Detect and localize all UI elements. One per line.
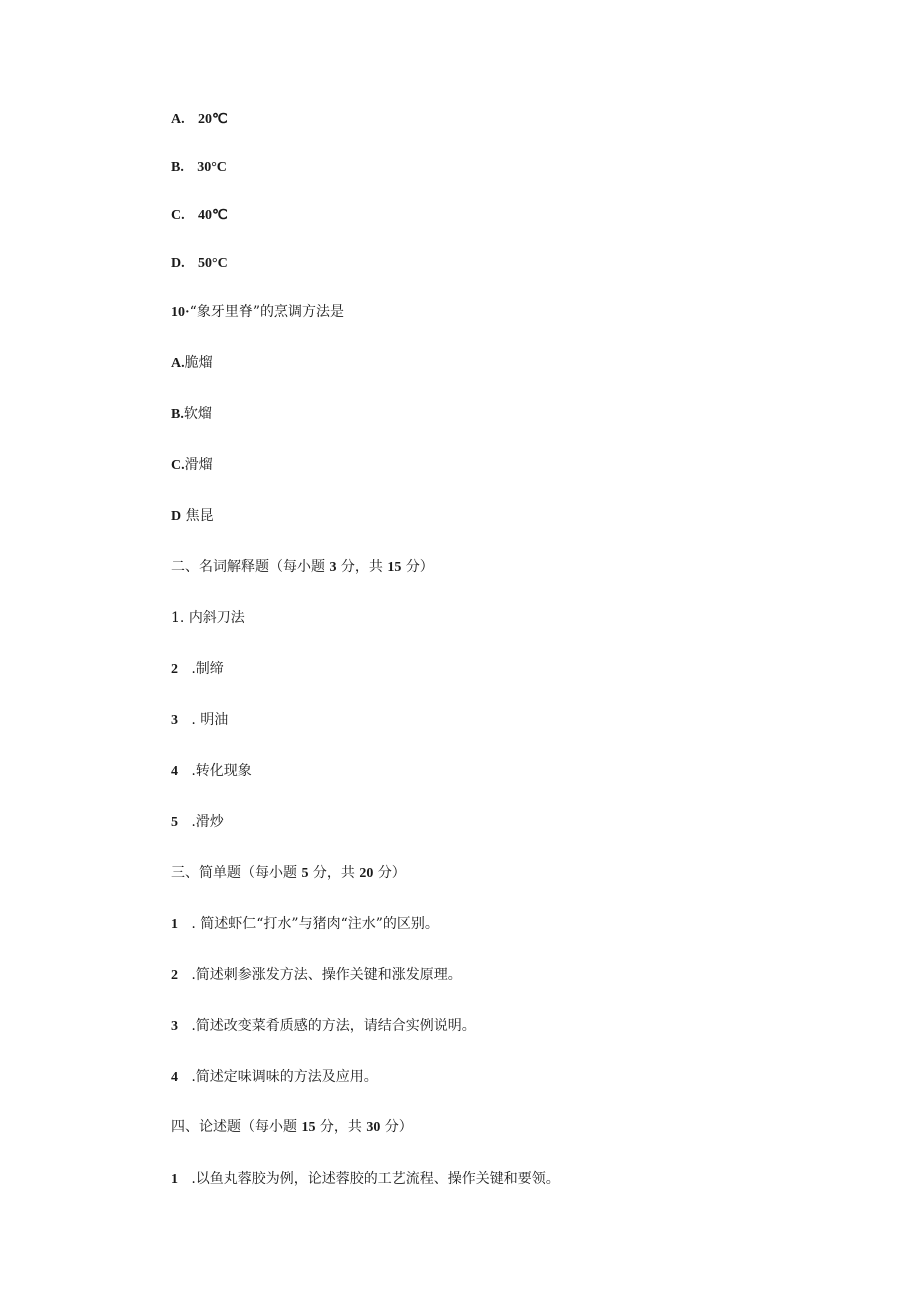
item-text: .制缔 [191,661,224,677]
item-text: 内斜刀法 [188,610,245,626]
essay-1 [171,1170,560,1189]
option-text: 焦昆 [185,508,214,524]
item-number: 3 [171,1019,178,1034]
option-letter: B. [171,160,184,175]
section-4-title [171,1118,413,1137]
item-text: . 简述虾仁“打水”与猪肉“注水”的区别。 [191,916,439,932]
option-text: 软熘 [183,406,212,422]
item-number: 5 [171,815,178,830]
term-item-4 [171,762,252,781]
item-number: 3 [171,713,178,728]
total-score: 20 [359,866,374,881]
option-a [171,110,228,129]
section-title-text: 分） [405,559,434,575]
item-number: 1. [171,610,185,626]
item-number: 4 [171,1070,178,1085]
item-number: 1 [171,917,178,932]
option-letter: A. [171,356,185,371]
total-score: 15 [387,560,402,575]
option-text: 脆熘 [184,355,213,371]
option-letter: A. [171,112,185,127]
item-text: .简述改变菜肴质感的方法，请结合实例说明。 [191,1018,476,1034]
item-text: .简述定味调味的方法及应用。 [191,1069,378,1085]
per-score: 5 [301,866,309,881]
section-title-text: 分，共 [340,559,383,575]
short-answer-3 [171,1017,476,1036]
item-text: .简述刺参涨发方法、操作关键和涨发原理。 [191,967,462,983]
q10-option-a [171,354,213,373]
section-title-text: 三、简单题（每小题 [171,865,297,881]
short-answer-1 [171,915,439,934]
section-3-title [171,864,406,883]
short-answer-2 [171,966,462,985]
item-number: 1 [171,1172,178,1187]
option-d [171,254,228,273]
option-text: 50°C [197,256,228,271]
total-score: 30 [366,1120,381,1135]
option-letter: B. [171,407,184,422]
term-item-5 [171,813,224,832]
option-letter: C. [171,458,185,473]
term-item-1 [171,609,245,627]
item-number: 2 [171,662,178,677]
per-score: 15 [301,1120,316,1135]
section-title-text: 四、论述题（每小题 [171,1119,297,1135]
item-number: 2 [171,968,178,983]
option-letter: D. [171,256,185,271]
option-text: 滑熘 [184,457,213,473]
item-text: .以鱼丸蓉胶为例，论述蓉胶的工艺流程、操作关键和要领。 [191,1171,560,1187]
question-10 [171,303,344,322]
item-number: 4 [171,764,178,779]
item-text: . 明油 [191,712,229,728]
option-b [171,158,227,177]
item-text: .转化现象 [191,763,252,779]
section-title-text: 分） [384,1119,413,1135]
question-number: 10· [171,305,190,320]
term-item-3 [171,711,228,730]
option-c [171,206,228,225]
q10-option-b [171,405,212,424]
option-letter: D [171,509,182,524]
option-text: 40℃ [197,208,228,223]
per-score: 3 [329,560,337,575]
option-text: 30°C [197,160,227,175]
question-text: “象牙里脊”的烹调方法是 [189,304,344,320]
q10-option-d [171,507,214,526]
section-title-text: 二、名词解释题（每小题 [171,559,325,575]
section-title-text: 分，共 [319,1119,362,1135]
section-2-title [171,558,434,577]
short-answer-4 [171,1068,378,1087]
section-title-text: 分，共 [312,865,355,881]
q10-option-c [171,456,213,475]
option-letter: C. [171,208,185,223]
term-item-2 [171,660,224,679]
option-text: 20℃ [197,112,228,127]
section-title-text: 分） [377,865,406,881]
item-text: .滑炒 [191,814,224,830]
